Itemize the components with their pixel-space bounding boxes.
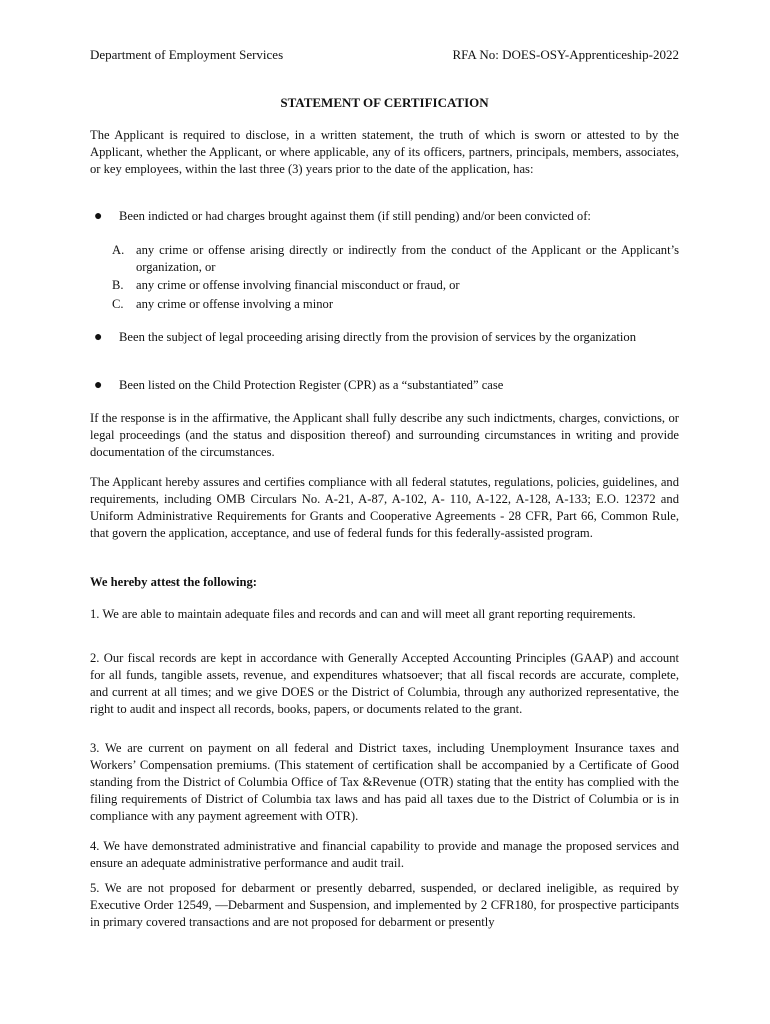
bullet-icon: ●	[94, 209, 103, 224]
assurance-paragraph: The Applicant hereby assures and certifies compliance with all federal statutes, regulations, policies, guidelines, and requirements, including OMB Circulars No. A-21, A-87, A-102, A- 110, A-122, A-128, A-133; E.O. 12372 and Uniform Administrative Requirements for Grants and Cooperative Agreements - 28 CFR, Part 66, Common Rule, that govern the application, acceptance, and use of federal funds for this federally-assisted program.	[90, 475, 679, 540]
attestation-item: 2. Our fiscal records are kept in accordance with Generally Accepted Accounting Principles (GAAP) and account for all funds, tangible assets, revenue, and expenditures whatsoever; that all fiscal records are accurate, complete, and current at all times; and we give DOES or the District of Columbia, through any authorized representative, the right to audit and inspect all records, books, papers, or documents related to the grant.	[90, 651, 679, 716]
attestation-item: 5. We are not proposed for debarment or presently debarred, suspended, or declared ineligible, as required by Executive Order 12549, —Debarment and Suspension, and implemented by 2 CFR180, for prospective participants in primary covered transactions and are not proposed for debarment or presently	[90, 881, 679, 929]
sub-item-label: C.	[112, 297, 124, 311]
intro-paragraph: The Applicant is required to disclose, in a written statement, the truth of which is sworn or attested to by the Applicant, whether the Applicant, or where applicable, any of its officers, partners, principals, members, associates, or key employees, within the last three (3) years prior to the date of the application, has:	[90, 128, 679, 176]
attestation-item: 4. We have demonstrated administrative and financial capability to provide and manage the proposed services and ensure an adequate administrative performance and audit trail.	[90, 839, 679, 870]
bullet-text: Been indicted or had charges brought against them (if still pending) and/or been convicted of:	[119, 209, 591, 223]
document-title: STATEMENT OF CERTIFICATION	[280, 95, 489, 110]
attestation-item: 1. We are able to maintain adequate files and records and can and will meet all grant reporting requirements.	[90, 607, 636, 621]
affirmative-paragraph: If the response is in the affirmative, the Applicant shall fully describe any such indictments, charges, convictions, or legal proceedings (and the status and disposition thereof) and surrounding circumstances in writing and provide documentation of the circumstances.	[90, 411, 679, 459]
attestation-item: 3. We are current on payment on all federal and District taxes, including Unemployment Insurance taxes and Workers’ Compensation premiums. (This statement of certification shall be accompanied by a Certificate of Good standing from the District of Columbia Office of Tax &Revenue (OTR) stating that the entity has complied with the filing requirements of District of Columbia tax laws and has paid all taxes due to the District of Columbia or is in compliance with any payment agreement with OTR).	[90, 741, 679, 823]
sub-item-text: any crime or offense involving financial misconduct or fraud, or	[136, 278, 460, 292]
sub-item-text: any crime or offense involving a minor	[136, 297, 334, 311]
page-header	[90, 47, 679, 63]
bullet-text: Been listed on the Child Protection Register (CPR) as a “substantiated” case	[119, 378, 504, 392]
header-rfa-number: RFA No: DOES-OSY-Apprenticeship-2022	[452, 47, 679, 62]
header-department: Department of Employment Services	[90, 47, 284, 62]
bullet-icon: ●	[94, 378, 103, 393]
sub-item-text: any crime or offense arising directly or indirectly from the conduct of the Applicant or the Applicant’s organization, or	[136, 243, 679, 274]
sub-item-label: A.	[112, 243, 125, 257]
bullet-icon: ●	[94, 330, 103, 345]
attest-heading: We hereby attest the following:	[90, 575, 257, 589]
bullet-text: Been the subject of legal proceeding arising directly from the provision of services by the organization	[119, 330, 637, 344]
sub-item-label: B.	[112, 278, 124, 292]
